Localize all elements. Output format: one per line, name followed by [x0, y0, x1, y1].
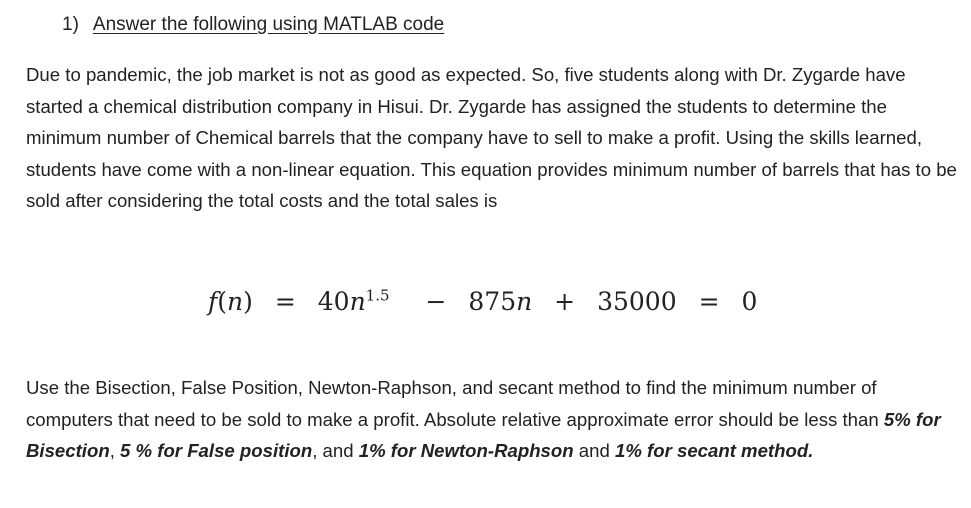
bisection-tolerance: 5% for Bisection: [26, 408, 941, 462]
eq-equals-sign-2: =: [698, 287, 720, 316]
eq-lhs-variable: n: [227, 287, 244, 316]
question-number: 1): [62, 14, 79, 35]
question-heading: [62, 12, 444, 38]
eq-equals-sign: =: [274, 287, 296, 316]
eq-rhs: 0: [741, 287, 758, 316]
separator-2: , and: [312, 440, 359, 462]
eq-coefficient-2: 875: [468, 287, 517, 316]
newton-raphson-tolerance: 1% for Newton-Raphson: [358, 440, 574, 462]
eq-constant: 35000: [597, 287, 677, 316]
equation: $f(n) = 40n^{1.5} - 875n + 35000 = 0$: [208, 286, 758, 316]
eq-exponent: 1.5: [365, 286, 390, 305]
eq-minus-sign: −: [425, 287, 447, 316]
separator-1: ,: [109, 440, 121, 462]
eq-plus-sign: +: [554, 287, 576, 316]
false-position-tolerance: 5 % for False position: [120, 440, 313, 462]
task-text: Use the Bisection, False Position, Newton-Raphson, and secant method to find the minimum number of computers that need to be sold to make a profit. Absolute relative approximate error should be less than: [26, 377, 884, 430]
separator-3: and: [573, 440, 615, 462]
eq-variable-1: n: [349, 287, 366, 316]
eq-function-name: f: [208, 287, 218, 316]
task-instructions: [26, 372, 966, 467]
question-title: Answer the following using MATLAB code: [92, 14, 445, 35]
secant-tolerance: 1% for secant method.: [614, 440, 814, 462]
eq-variable-2: n: [516, 287, 533, 316]
problem-description: Due to pandemic, the job market is not as good as expected. So, five students along with Dr. Zygarde have started a chemical distribution company in Hisui. Dr. Zygarde has assigned the students to determine the minimum number of Chemical barrels that the company have to sell to make a profit. Using the skills learned, students have come with a non-linear equation. This equation provides minimum number of barrels that has to be sold after considering the total costs and the total sales is: [26, 64, 957, 212]
eq-coefficient-1: 40: [317, 287, 350, 316]
